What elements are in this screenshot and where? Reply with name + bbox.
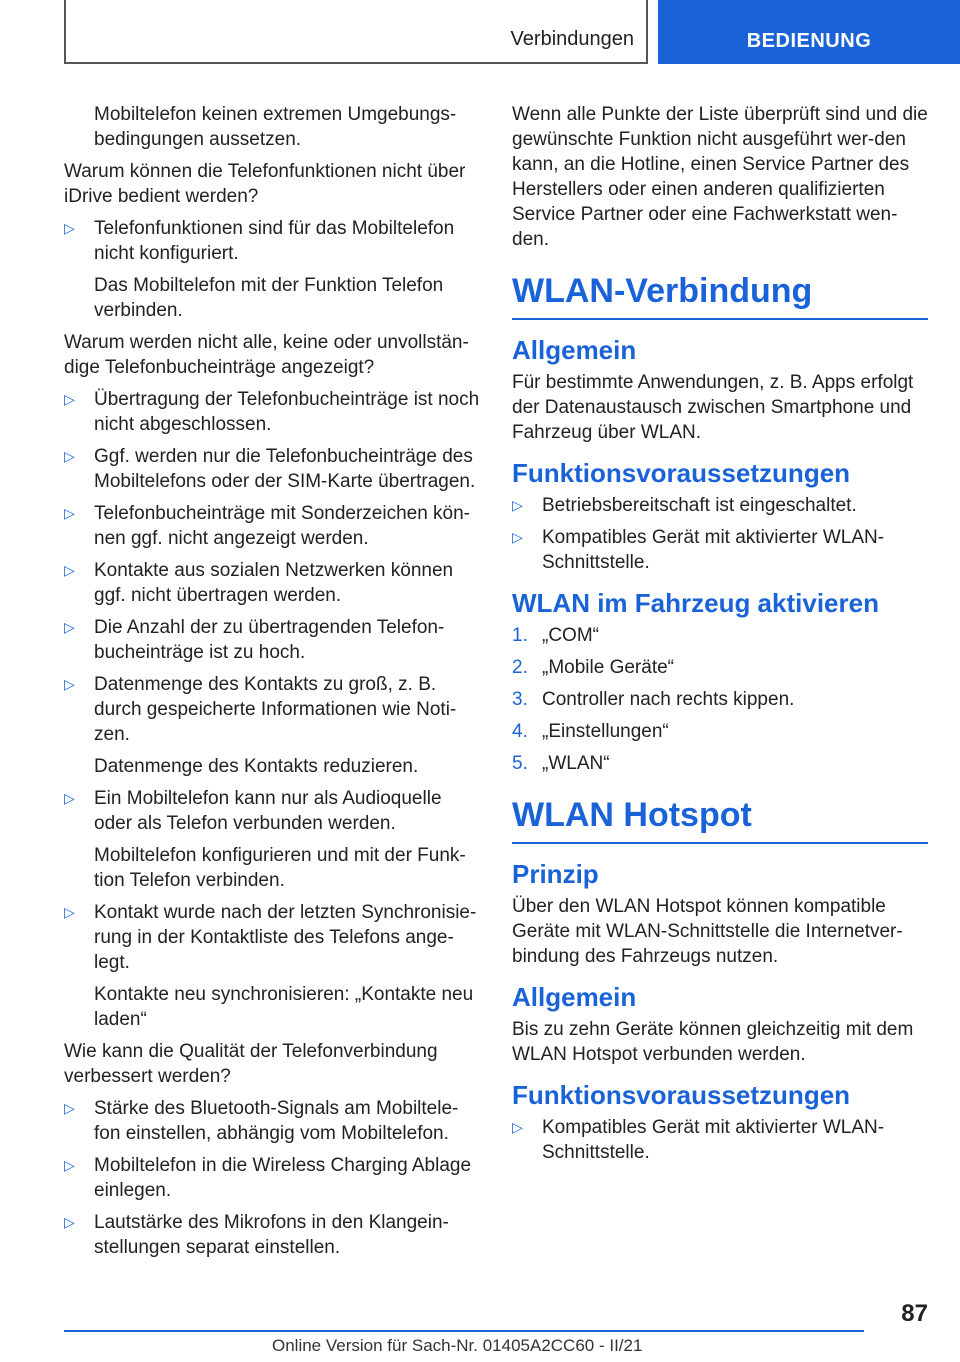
- triangle-right-icon: ▷: [64, 676, 75, 692]
- triangle-right-icon: ▷: [64, 220, 75, 236]
- triangle-right-icon: ▷: [512, 1119, 523, 1135]
- triangle-right-icon: ▷: [64, 1100, 75, 1116]
- list-item: ▷ Kompatibles Gerät mit aktivierter WLAN-Schnittstelle.: [512, 1117, 885, 1163]
- list-item-note: Das Mobiltelefon mit der Funktion Telefon verbinden.: [94, 275, 444, 321]
- footer-divider: [64, 1330, 864, 1332]
- triangle-right-icon: ▷: [64, 448, 75, 464]
- right-column: [512, 102, 928, 1172]
- list-item: ▷ Telefonfunktionen sind für das Mobiltelefon nicht konfiguriert.: [64, 218, 455, 264]
- step-item: 5. „WLAN“: [512, 753, 610, 774]
- list-item: ▷ Datenmenge des Kontakts zu groß, z. B. durch gespeicherte Informationen wie Noti-zen.: [64, 674, 457, 745]
- triangle-right-icon: ▷: [64, 1214, 75, 1230]
- triangle-right-icon: ▷: [64, 562, 75, 578]
- list-item-note: Datenmenge des Kontakts reduzieren.: [94, 756, 419, 777]
- triangle-right-icon: ▷: [512, 497, 523, 513]
- list-item-note: Mobiltelefon konfigurieren und mit der Funk-tion Telefon verbinden.: [94, 845, 466, 891]
- heading-funktionsvoraussetzungen: Funktionsvoraussetzungen: [512, 1080, 851, 1110]
- step-item: 2. „Mobile Geräte“: [512, 657, 674, 678]
- list-item: ▷ Die Anzahl der zu übertragenden Telefon-bucheinträge ist zu hoch.: [64, 617, 445, 663]
- list-item: ▷ Ein Mobiltelefon kann nur als Audioquelle oder als Telefon verbunden werden.: [64, 788, 442, 834]
- question-2: Warum werden nicht alle, keine oder unvollstän-dige Telefonbucheinträge angezeigt?: [64, 332, 469, 378]
- paragraph-continued: Mobiltelefon keinen extremen Umgebungs-bedingungen aussetzen.: [94, 104, 457, 150]
- header-section-tab: BEDIENUNG: [658, 0, 960, 64]
- header-title: Verbindungen: [510, 28, 634, 50]
- list-item: ▷ Lautstärke des Mikrofons in den Klangein-stellungen separat einstellen.: [64, 1212, 449, 1258]
- allgemein-text: Bis zu zehn Geräte können gleichzeitig mit dem WLAN Hotspot verbunden werden.: [512, 1019, 914, 1065]
- triangle-right-icon: ▷: [512, 529, 523, 545]
- triangle-right-icon: ▷: [64, 391, 75, 407]
- question-3: Wie kann die Qualität der Telefonverbindung verbessert werden?: [64, 1041, 438, 1087]
- allgemein-text: Für bestimmte Anwendungen, z. B. Apps erfolgt der Datenaustausch zwischen Smartphone und Fahrzeug über WLAN.: [512, 372, 914, 443]
- triangle-right-icon: ▷: [64, 619, 75, 635]
- heading-allgemein: Allgemein: [512, 335, 637, 365]
- heading-allgemein: Allgemein: [512, 982, 637, 1012]
- question-1: Warum können die Telefonfunktionen nicht über iDrive bedient werden?: [64, 161, 466, 207]
- list-item: ▷ Kompatibles Gerät mit aktivierter WLAN-Schnittstelle.: [512, 527, 885, 573]
- intro-paragraph: Wenn alle Punkte der Liste überprüft sind und die gewünschte Funktion nicht ausgeführt wer-den kann, an die Hotline, einen Service Partner des Herstellers oder einen anderen qualifizierten Service Partner oder eine Fachwerkstatt wen-den.: [512, 104, 928, 250]
- list-item: ▷ Mobiltelefon in die Wireless Charging Ablage einlegen.: [64, 1155, 472, 1201]
- list-item: ▷ Betriebsbereitschaft ist eingeschaltet.: [512, 495, 857, 516]
- step-item: 1. „COM“: [512, 625, 599, 646]
- list-item-note: Kontakte neu synchronisieren: „Kontakte neu laden“: [94, 984, 474, 1030]
- step-item: 4. „Einstellungen“: [512, 721, 669, 742]
- step-item: 3. Controller nach rechts kippen.: [512, 689, 795, 710]
- triangle-right-icon: ▷: [64, 505, 75, 521]
- heading-wlan-hotspot: WLAN Hotspot: [512, 794, 928, 844]
- list-item: ▷ Ggf. werden nur die Telefonbucheinträge des Mobiltelefons oder der SIM-Karte übertragen.: [64, 446, 476, 492]
- heading-funktionsvoraussetzungen: Funktionsvoraussetzungen: [512, 458, 851, 488]
- list-item: ▷ Telefonbucheinträge mit Sonderzeichen kön-nen ggf. nicht angezeigt werden.: [64, 503, 471, 549]
- footer-text: Online Version für Sach-Nr. 01405A2CC60 - II/21: [272, 1336, 643, 1355]
- triangle-right-icon: ▷: [64, 790, 75, 806]
- list-item: ▷ Übertragung der Telefonbucheinträge ist noch nicht abgeschlossen.: [64, 389, 480, 435]
- list-item: ▷ Kontakte aus sozialen Netzwerken können ggf. nicht übertragen werden.: [64, 560, 454, 606]
- left-column: [64, 102, 480, 1267]
- heading-wlan-aktivieren: WLAN im Fahrzeug aktivieren: [512, 588, 879, 618]
- heading-wlan-verbindung: WLAN-Verbindung: [512, 270, 928, 320]
- prinzip-text: Über den WLAN Hotspot können kompatible Geräte mit WLAN-Schnittstelle die Internetver-bindung des Fahrzeugs nutzen.: [512, 896, 903, 967]
- list-item: ▷ Stärke des Bluetooth-Signals am Mobiltele-fon einstellen, abhängig vom Mobiltelefon.: [64, 1098, 459, 1144]
- triangle-right-icon: ▷: [64, 904, 75, 920]
- header-title-box: [64, 0, 648, 64]
- list-item: ▷ Kontakt wurde nach der letzten Synchronisie-rung in der Kontaktliste des Telefons ange-legt.: [64, 902, 477, 973]
- triangle-right-icon: ▷: [64, 1157, 75, 1173]
- heading-prinzip: Prinzip: [512, 859, 599, 889]
- page-number: 87: [901, 1300, 928, 1327]
